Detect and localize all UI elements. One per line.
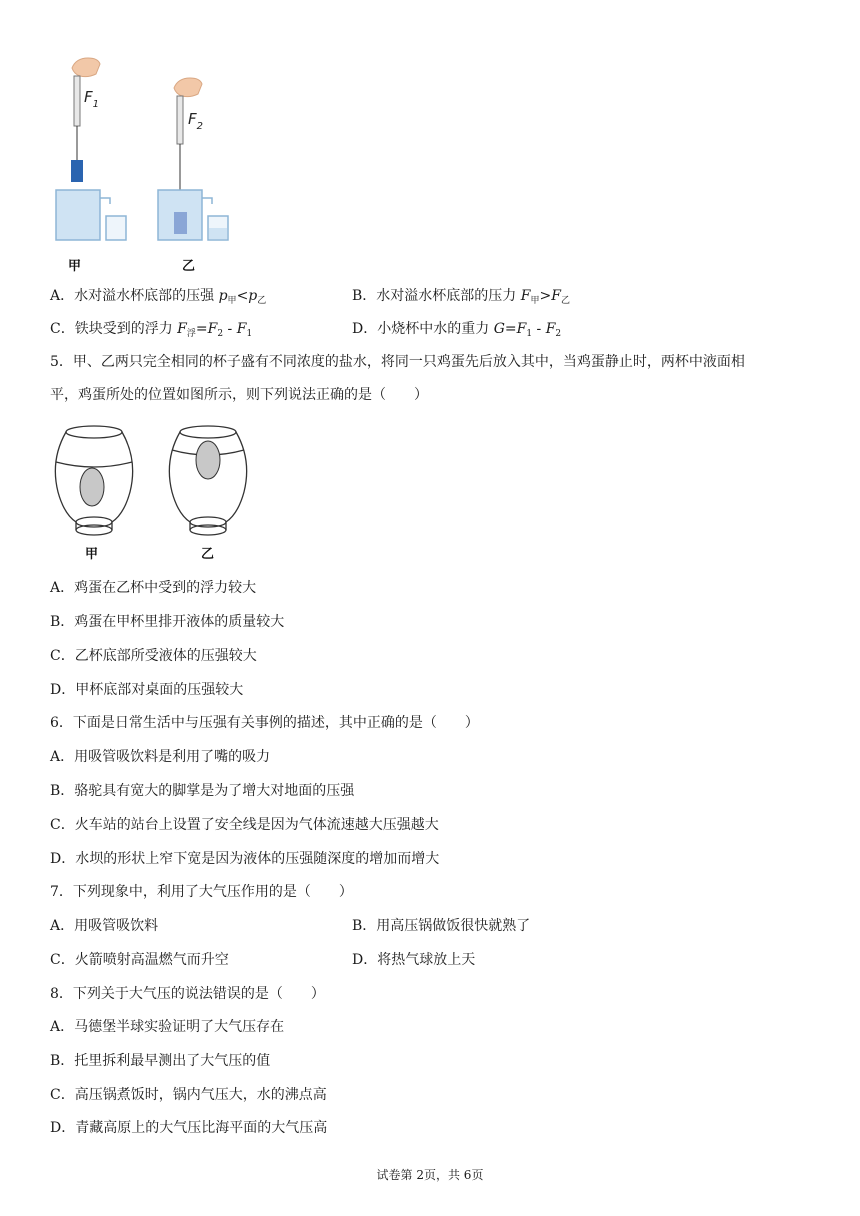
spring-scale-right (177, 96, 183, 144)
force-label-left: $F_1$ (84, 88, 100, 110)
iron-block-left (71, 160, 83, 182)
force-label-right: $F_2$ (188, 110, 204, 132)
q7-option-a: A．用吸管吸饮料 (50, 918, 159, 934)
q8-option-a: A．马德堡半球实验证明了大气压存在 (50, 1019, 285, 1035)
q4-option-a: A．水对溢水杯底部的压强 $p_甲<p_乙$ (50, 288, 267, 306)
spring-scale-left (74, 76, 80, 126)
q5-option-d: D．甲杯底部对桌面的压强较大 (50, 682, 244, 698)
hand-left-icon (72, 58, 100, 77)
q7-option-d: D．将热气球放上天 (352, 952, 476, 968)
page-footer: 试卷第 2页，共 6页 (376, 1168, 484, 1182)
egg-figure-label-jia: 甲 (85, 547, 99, 562)
q8-option-b: B．托里拆利最早测出了大气压的值 (50, 1053, 271, 1069)
figure-label-jia: 甲 (68, 259, 82, 274)
q4-option-d: D．小烧杯中水的重力 $G=F_1 - F_2$ (352, 321, 562, 339)
q6-option-b: B．骆驼具有宽大的脚掌是为了增大对地面的压强 (50, 783, 355, 799)
q5-option-c: C．乙杯底部所受液体的压强较大 (50, 648, 257, 664)
small-beaker-left (106, 216, 126, 240)
q7-stem: 7．下列现象中，利用了大气压作用的是（ ） (50, 884, 353, 900)
q6-stem: 6．下面是日常生活中与压强有关事例的描述，其中正确的是（ ） (50, 715, 479, 731)
q7-option-b: B．用高压锅做饭很快就熟了 (352, 918, 531, 934)
egg-left (80, 468, 104, 506)
q4-option-c: C．铁块受到的浮力 $F_浮=F_2 - F_1$ (50, 321, 253, 339)
q7-option-c: C．火箭喷射高温燃气而升空 (50, 952, 229, 968)
q5-stem-line1: 5．甲、乙两只完全相同的杯子盛有不同浓度的盐水，将同一只鸡蛋先后放入其中，当鸡蛋静止时，两杯中液面相 (50, 354, 745, 370)
q4-option-b: B．水对溢水杯底部的压力 $F_甲>F_乙$ (352, 288, 570, 306)
figure-overflow-cups (40, 52, 260, 280)
small-beaker-right (208, 216, 228, 240)
egg-figure-label-yi: 乙 (201, 547, 215, 562)
q8-option-d: D．青藏高原上的大气压比海平面的大气压高 (50, 1120, 328, 1136)
q8-stem: 8．下列关于大气压的说法错误的是（ ） (50, 986, 325, 1002)
q5-stem-line2: 平，鸡蛋所处的位置如图所示，则下列说法正确的是（ ） (50, 387, 428, 403)
q5-option-a: A．鸡蛋在乙杯中受到的浮力较大 (50, 580, 257, 596)
q6-option-c: C．火车站的站台上设置了安全线是因为气体流速越大压强越大 (50, 817, 439, 833)
q8-option-c: C．高压锅煮饭时，锅内气压大，水的沸点高 (50, 1087, 327, 1103)
q6-option-d: D．水坝的形状上窄下宽是因为液体的压强随深度的增加而增大 (50, 851, 440, 867)
q6-option-a: A．用吸管吸饮料是利用了嘴的吸力 (50, 749, 271, 765)
hand-right-icon (174, 78, 202, 97)
q5-option-b: B．鸡蛋在甲杯里排开液体的质量较大 (50, 614, 285, 630)
iron-block-right (174, 212, 187, 234)
overflow-cup-left (56, 190, 110, 240)
egg-right (196, 441, 220, 479)
figure-egg-cups (48, 420, 248, 568)
figure-label-yi: 乙 (182, 259, 196, 274)
